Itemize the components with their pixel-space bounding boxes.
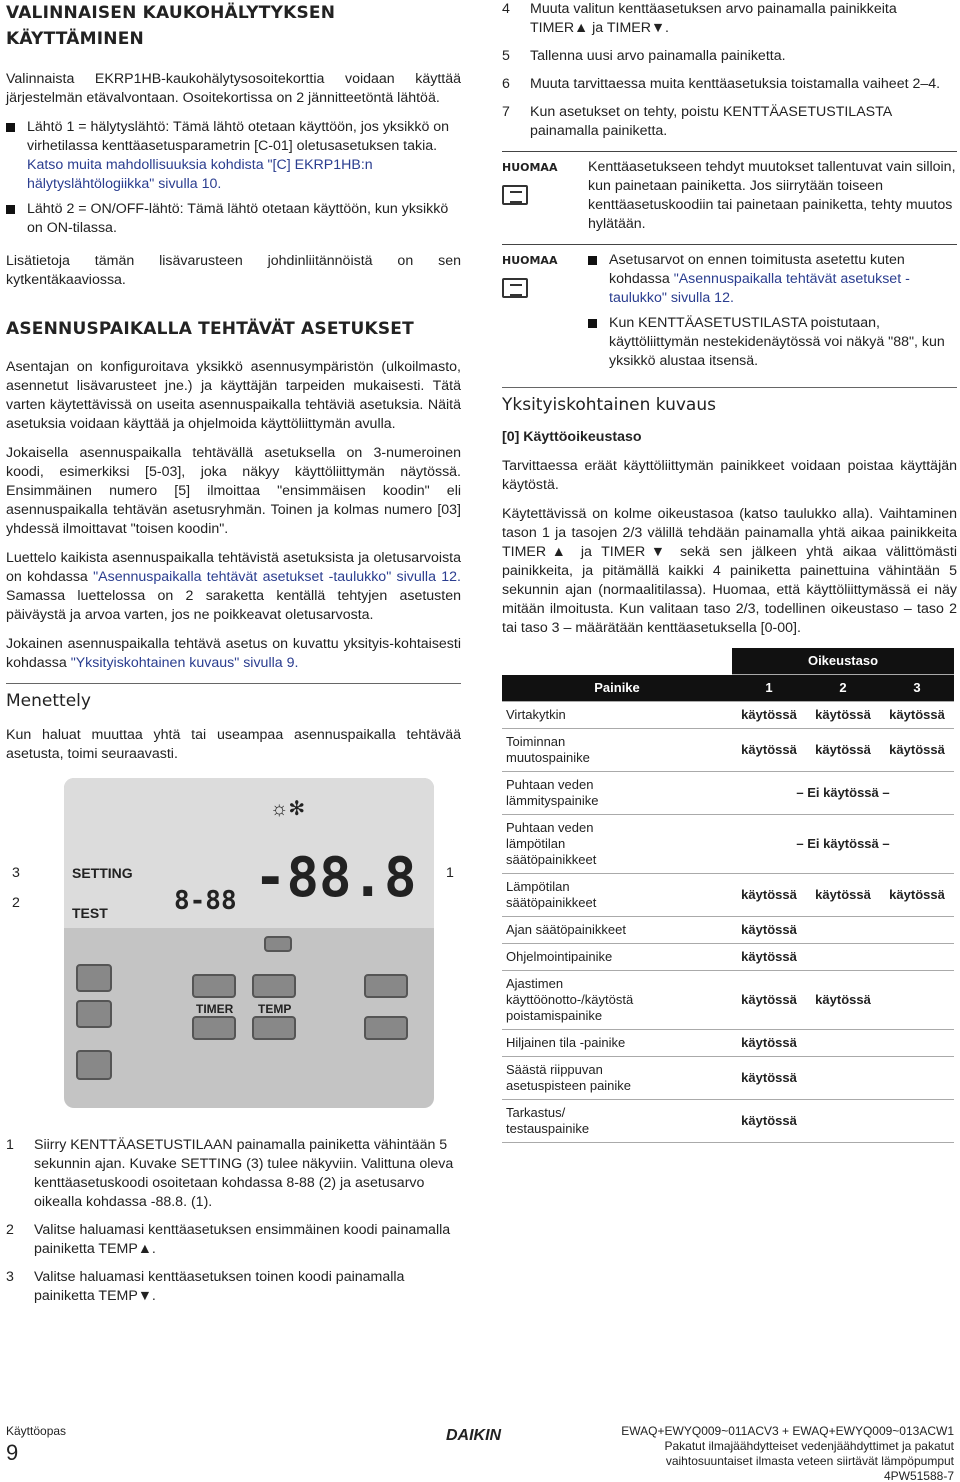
table-row xyxy=(502,772,954,815)
permission-table xyxy=(502,648,954,1143)
paragraph: Käytettävissä on kolme oikeustasoa (katso taulukko alla). Vaihtaminen tason 1 ja tasojen 2/3 välillä tehdään painamalla yhtä aikaa painikkeita TIMER▲ ja TIMER▼ sekä sen jälkeen yhtä aikaa välittömästi painikkeita, ja pitämällä kaikki 4 painiketta painettuina vähintään 5 sekunnin ajan (normaalitilassa). Huomaa, että käyttöliittymässä ei näy mitään ilmoitusta. Kun valitaan taso 2/3, todellinen oikeustaso – taso 2 tai taso 3 – määrätään kenttäasetuksella [0-00]. xyxy=(502,506,957,636)
status-cell: – Ei käytössä – xyxy=(732,815,954,874)
status-cell: käytössä xyxy=(732,971,806,1030)
doc-code: 4PW51588-7 xyxy=(883,1469,954,1482)
table-corner xyxy=(642,648,732,675)
product-line: Pakatut ilmajäähdytteiset vedenjäähdyttimet ja pakatut xyxy=(664,1439,954,1453)
mode-button[interactable] xyxy=(76,964,112,992)
step-text: Kun asetukset on tehty, poistu KENTTÄASETUSTILASTA painamalla painiketta. xyxy=(530,104,892,139)
link-settings-table[interactable]: "Asennuspaikalla tehtävät asetukset -taulukko" sivulla 12. xyxy=(93,569,461,585)
row-label: Tarkastus/ testauspainike xyxy=(502,1100,642,1143)
bullet-item xyxy=(6,200,461,238)
step-5 xyxy=(502,47,957,66)
step-number: 6 xyxy=(502,76,510,92)
button-icon xyxy=(642,702,732,729)
bullet-item xyxy=(6,118,461,194)
status-cell: käytössä xyxy=(880,874,954,917)
table-body xyxy=(502,702,954,1143)
page-number: 9 xyxy=(6,1440,19,1465)
status-cell xyxy=(806,1100,880,1143)
table-row xyxy=(502,729,954,772)
paragraph: Tarvittaessa eräät käyttöliittymän painikkeet voidaan poistaa käyttäjän käytöstä. xyxy=(502,458,957,493)
note-box xyxy=(502,151,957,234)
callout-2: 2 xyxy=(12,895,20,911)
bullet-item xyxy=(588,314,957,371)
paragraph: Asentajan on konfiguroitava yksikkö asennusympäristön (ulkoilmasto, asennetut lisävarusteet jne.) ja käyttäjän tarpeiden mukaisesti. Tätä varten käytettävissä on useita asennuspaikalla tehtäviä asetuksia. Näitä asetuksia voidaan käyttää ja ohjelmoida käyttöliittymän avulla. xyxy=(6,359,461,432)
link-alarm-logic[interactable]: Katso muita mahdollisuuksia kohdista "[C] EKRP1HB:n hälytyslähtölogiikka" sivulla 10. xyxy=(27,157,373,192)
row-label: Puhtaan veden lämpötilan säätöpainikkeet xyxy=(502,815,642,874)
status-cell: käytössä xyxy=(732,729,806,772)
section-title-remote-alarm: VALINNAISEN KAUKOHÄLYTYKSEN xyxy=(6,3,336,23)
button-icon xyxy=(642,1057,732,1100)
bullet-square-icon xyxy=(6,123,15,132)
bullet-square-icon xyxy=(588,319,597,328)
status-cell xyxy=(880,971,954,1030)
paragraph-text: Samassa luettelossa on 2 saraketta kentällä tehtyjen asetusten päiväystä ja arvoa varten, jos ne poikkeavat oletusarvosta. xyxy=(6,588,461,623)
status-cell xyxy=(806,917,880,944)
step-text: Valitse haluamasi kenttäasetuksen toinen koodi painamalla painiketta TEMP▼. xyxy=(34,1269,405,1304)
row-label: Hiljainen tila -painike xyxy=(502,1030,642,1057)
status-cell: käytössä xyxy=(732,917,806,944)
quiet-button[interactable] xyxy=(76,1000,112,1028)
button-icon xyxy=(642,874,732,917)
status-cell: käytössä xyxy=(732,1030,806,1057)
test-button[interactable] xyxy=(76,1050,112,1080)
paragraph: Kun haluat muuttaa yhtä tai useampaa asennuspaikalla tehtävää asetusta, toimi seuraavasti. xyxy=(6,727,461,762)
code-display: 8-88 xyxy=(174,886,237,916)
callout-3: 3 xyxy=(12,865,20,881)
note-text: Asetusarvot on ennen toimitusta asetettu kuten kohdassa xyxy=(609,252,905,287)
temp-up-button[interactable] xyxy=(252,974,296,998)
level-2-header: 2 xyxy=(806,675,880,702)
step-text: Valitse haluamasi kenttäasetuksen ensimmäinen koodi painamalla painiketta TEMP▲. xyxy=(34,1222,451,1257)
note-label: HUOMAA xyxy=(502,161,558,174)
status-cell xyxy=(806,1030,880,1057)
bullet-square-icon xyxy=(588,256,597,265)
right-column xyxy=(502,0,957,1143)
step-6 xyxy=(502,75,957,94)
status-cell: käytössä xyxy=(732,702,806,729)
row-label: Puhtaan veden lämmityspainike xyxy=(502,772,642,815)
level-1-header: 1 xyxy=(732,675,806,702)
step-number: 4 xyxy=(502,1,510,17)
row-label: Toiminnan muutospainike xyxy=(502,729,642,772)
status-cell: käytössä xyxy=(732,874,806,917)
step-text: Muuta valitun kenttäasetuksen arvo painamalla painikkeita TIMER▲ ja TIMER▼. xyxy=(530,1,897,36)
button-icon xyxy=(642,971,732,1030)
row-label: Säästä riippuvan asetuspisteen painike xyxy=(502,1057,642,1100)
bullet-item xyxy=(588,251,957,308)
status-cell: käytössä xyxy=(732,1100,806,1143)
row-label: Ajan säätöpainikkeet xyxy=(502,917,642,944)
button-icon xyxy=(642,944,732,971)
table-row xyxy=(502,917,954,944)
step-number: 5 xyxy=(502,48,510,64)
callout-1: 1 xyxy=(446,865,454,881)
water-down-button[interactable] xyxy=(364,1016,408,1040)
status-cell: käytössä xyxy=(806,702,880,729)
step-text: Siirry KENTTÄASETUSTILAAN painamalla painiketta vähintään 5 sekunnin ajan. Kuvake SETTING (3) tulee näkyviin. Valittuna oleva kenttäasetuskoodi osoitetaan kohdassa 8-88 (2) ja asetusarvo oikealla kohdassa -88.8. (1). xyxy=(34,1137,454,1210)
button-icon xyxy=(642,729,732,772)
row-label: Ohjelmointipainike xyxy=(502,944,642,971)
paragraph-text: Luettelo kaikista asennuspaikalla tehtävistä asetuksista ja oletusarvoista on kohdassa xyxy=(6,550,461,585)
timer-down-button[interactable] xyxy=(192,1016,236,1040)
status-cell: käytössä xyxy=(806,971,880,1030)
button-header: Painike xyxy=(502,675,732,702)
timer-label: TIMER xyxy=(196,1002,234,1016)
hand-note-icon xyxy=(502,185,528,205)
setting-label: SETTING xyxy=(72,865,133,881)
status-cell xyxy=(880,1057,954,1100)
divider xyxy=(6,683,461,684)
step-7 xyxy=(502,103,957,141)
timer-up-button[interactable] xyxy=(192,974,236,998)
intro-text: Valinnaista EKRP1HB-kaukohälytysosoitekorttia voidaan käyttää järjestelmän etävalvontaan. Osoitekortissa on 2 jännitteetöntä lähtöä. xyxy=(6,71,461,106)
status-cell xyxy=(880,917,954,944)
test-label: TEST xyxy=(72,905,108,921)
status-cell: käytössä xyxy=(806,874,880,917)
step-text: Tallenna uusi arvo painamalla painiketta. xyxy=(530,48,786,64)
link-settings-table[interactable]: "Asennuspaikalla tehtävät asetukset -taulukko" sivulla 12. xyxy=(609,271,910,306)
subsection-title: Yksityiskohtainen kuvaus xyxy=(502,395,716,415)
status-cell: käytössä xyxy=(880,729,954,772)
paragraph xyxy=(6,549,461,625)
step-number: 3 xyxy=(6,1269,14,1285)
footer-right xyxy=(621,1424,954,1482)
note-label: HUOMAA xyxy=(502,254,558,267)
button-icon xyxy=(642,1100,732,1143)
brand-logo: DAIKIN xyxy=(446,1427,502,1444)
status-cell: käytössä xyxy=(732,1057,806,1100)
button-icon xyxy=(642,772,732,815)
remote-control-panel xyxy=(12,778,454,1108)
manual-name: Käyttöopas xyxy=(6,1424,67,1438)
model-line: EWAQ+EWYQ009~011ACV3 + EWAQ+EWYQ009~013ACW1 xyxy=(621,1424,954,1438)
temp-down-button[interactable] xyxy=(252,1016,296,1040)
bullet-text: Lähtö 1 = hälytyslähtö: Tämä lähtö otetaan käyttöön, jos yksikkö on virhetilassa kenttäasetusparametrin [C-01] oletusasetuksen takia. xyxy=(27,119,450,154)
button-icon xyxy=(642,1030,732,1057)
status-cell xyxy=(880,944,954,971)
level-3-header: 3 xyxy=(880,675,954,702)
row-label: Lämpötilan säätöpainikkeet xyxy=(502,874,642,917)
status-cell: käytössä xyxy=(880,702,954,729)
note-label-wrap xyxy=(502,158,588,234)
step-number: 2 xyxy=(6,1222,14,1238)
status-cell xyxy=(806,1057,880,1100)
link-detailed-description[interactable]: "Yksityiskohtainen kuvaus" sivulla 9. xyxy=(70,655,299,671)
step-3 xyxy=(6,1268,461,1306)
paragraph: Jokaisella asennuspaikalla tehtävällä asetuksella on 3-numeroinen koodi, esimerkiksi [5-03], joka näkyy käyttöliittymän näytössä. Ensimmäinen numero [5] ilmoittaa "ensimmäisen koodin" eli asennuspaikalla tehtävän asetusryhmän. Toinen ja kolmas numero [03] yhdessä ilmoittavat "toisen koodin". xyxy=(6,445,461,537)
section-title-remote-alarm-2: KÄYTTÄMINEN xyxy=(6,29,144,49)
note-box xyxy=(502,244,957,377)
table-row xyxy=(502,1057,954,1100)
step-1 xyxy=(6,1136,461,1212)
status-cell: käytössä xyxy=(806,729,880,772)
note-label-wrap xyxy=(502,251,588,377)
table-row xyxy=(502,702,954,729)
step-2 xyxy=(6,1221,461,1259)
step-number: 7 xyxy=(502,104,510,120)
status-cell: käytössä xyxy=(732,944,806,971)
table-row xyxy=(502,815,954,874)
table-row xyxy=(502,1100,954,1143)
bullet-text: Lähtö 2 = ON/OFF-lähtö: Tämä lähtö otetaan käyttöön, kun yksikkö on ON-tilassa. xyxy=(27,201,449,236)
status-cell xyxy=(880,1030,954,1057)
section-title-field-settings: ASENNUSPAIKALLA TEHTÄVÄT ASETUKSET xyxy=(6,319,414,339)
paragraph-text: Jokainen asennuspaikalla tehtävä asetus on kuvattu yksityis-kohtaisesti kohdassa xyxy=(6,636,461,671)
level-header: Oikeustaso xyxy=(732,648,954,675)
divider xyxy=(502,387,957,388)
note-text: Kenttäasetukseen tehdyt muutokset tallentuvat vain silloin, kun painetaan painiketta. Jos siirrytään toiseen kenttäasetuskoodiin tai painetaan painiketta, tehty muutos hylätään. xyxy=(588,159,956,232)
value-display: -88.8 xyxy=(254,846,417,909)
button-icon xyxy=(642,917,732,944)
paragraph xyxy=(6,635,461,673)
setting-title: [0] Käyttöoikeustaso xyxy=(502,429,642,445)
bullet-square-icon xyxy=(6,205,15,214)
step-4 xyxy=(502,0,957,38)
table-row xyxy=(502,1030,954,1057)
left-column xyxy=(6,0,461,1315)
water-up-button[interactable] xyxy=(364,974,408,998)
status-cell: – Ei käytössä – xyxy=(732,772,954,815)
step-text: Muuta tarvittaessa muita kenttäasetuksia toistamalla vaiheet 2–4. xyxy=(530,76,941,92)
heat-cool-icon: ☼✻ xyxy=(270,798,306,820)
step-number: 1 xyxy=(6,1137,14,1153)
status-cell xyxy=(880,1100,954,1143)
onoff-button[interactable] xyxy=(264,936,292,952)
temp-label: TEMP xyxy=(258,1002,292,1016)
table-row xyxy=(502,971,954,1030)
table-row xyxy=(502,944,954,971)
row-label: Ajastimen käyttöönotto-/käytöstä poistamispainike xyxy=(502,971,642,1030)
table-row xyxy=(502,874,954,917)
product-line: vaihtosuuntaiset ilmasta veteen siirtävät lämpöpumput xyxy=(665,1454,954,1468)
row-label: Virtakytkin xyxy=(502,702,642,729)
hand-note-icon xyxy=(502,278,528,298)
table-corner xyxy=(502,648,642,675)
status-cell xyxy=(806,944,880,971)
wiring-note: Lisätietoja tämän lisävarusteen johdinliitännöistä on sen kytkentäkaaviossa. xyxy=(6,253,461,288)
subsection-title: Menettely xyxy=(6,691,91,711)
button-icon xyxy=(642,815,732,874)
footer-left xyxy=(6,1424,66,1467)
note-text: Kun KENTTÄASETUSTILASTA poistutaan, käyttöliittymän nestekidenäytössä voi näkyä "88", kun yksikkö alustaa itsensä. xyxy=(609,315,945,369)
